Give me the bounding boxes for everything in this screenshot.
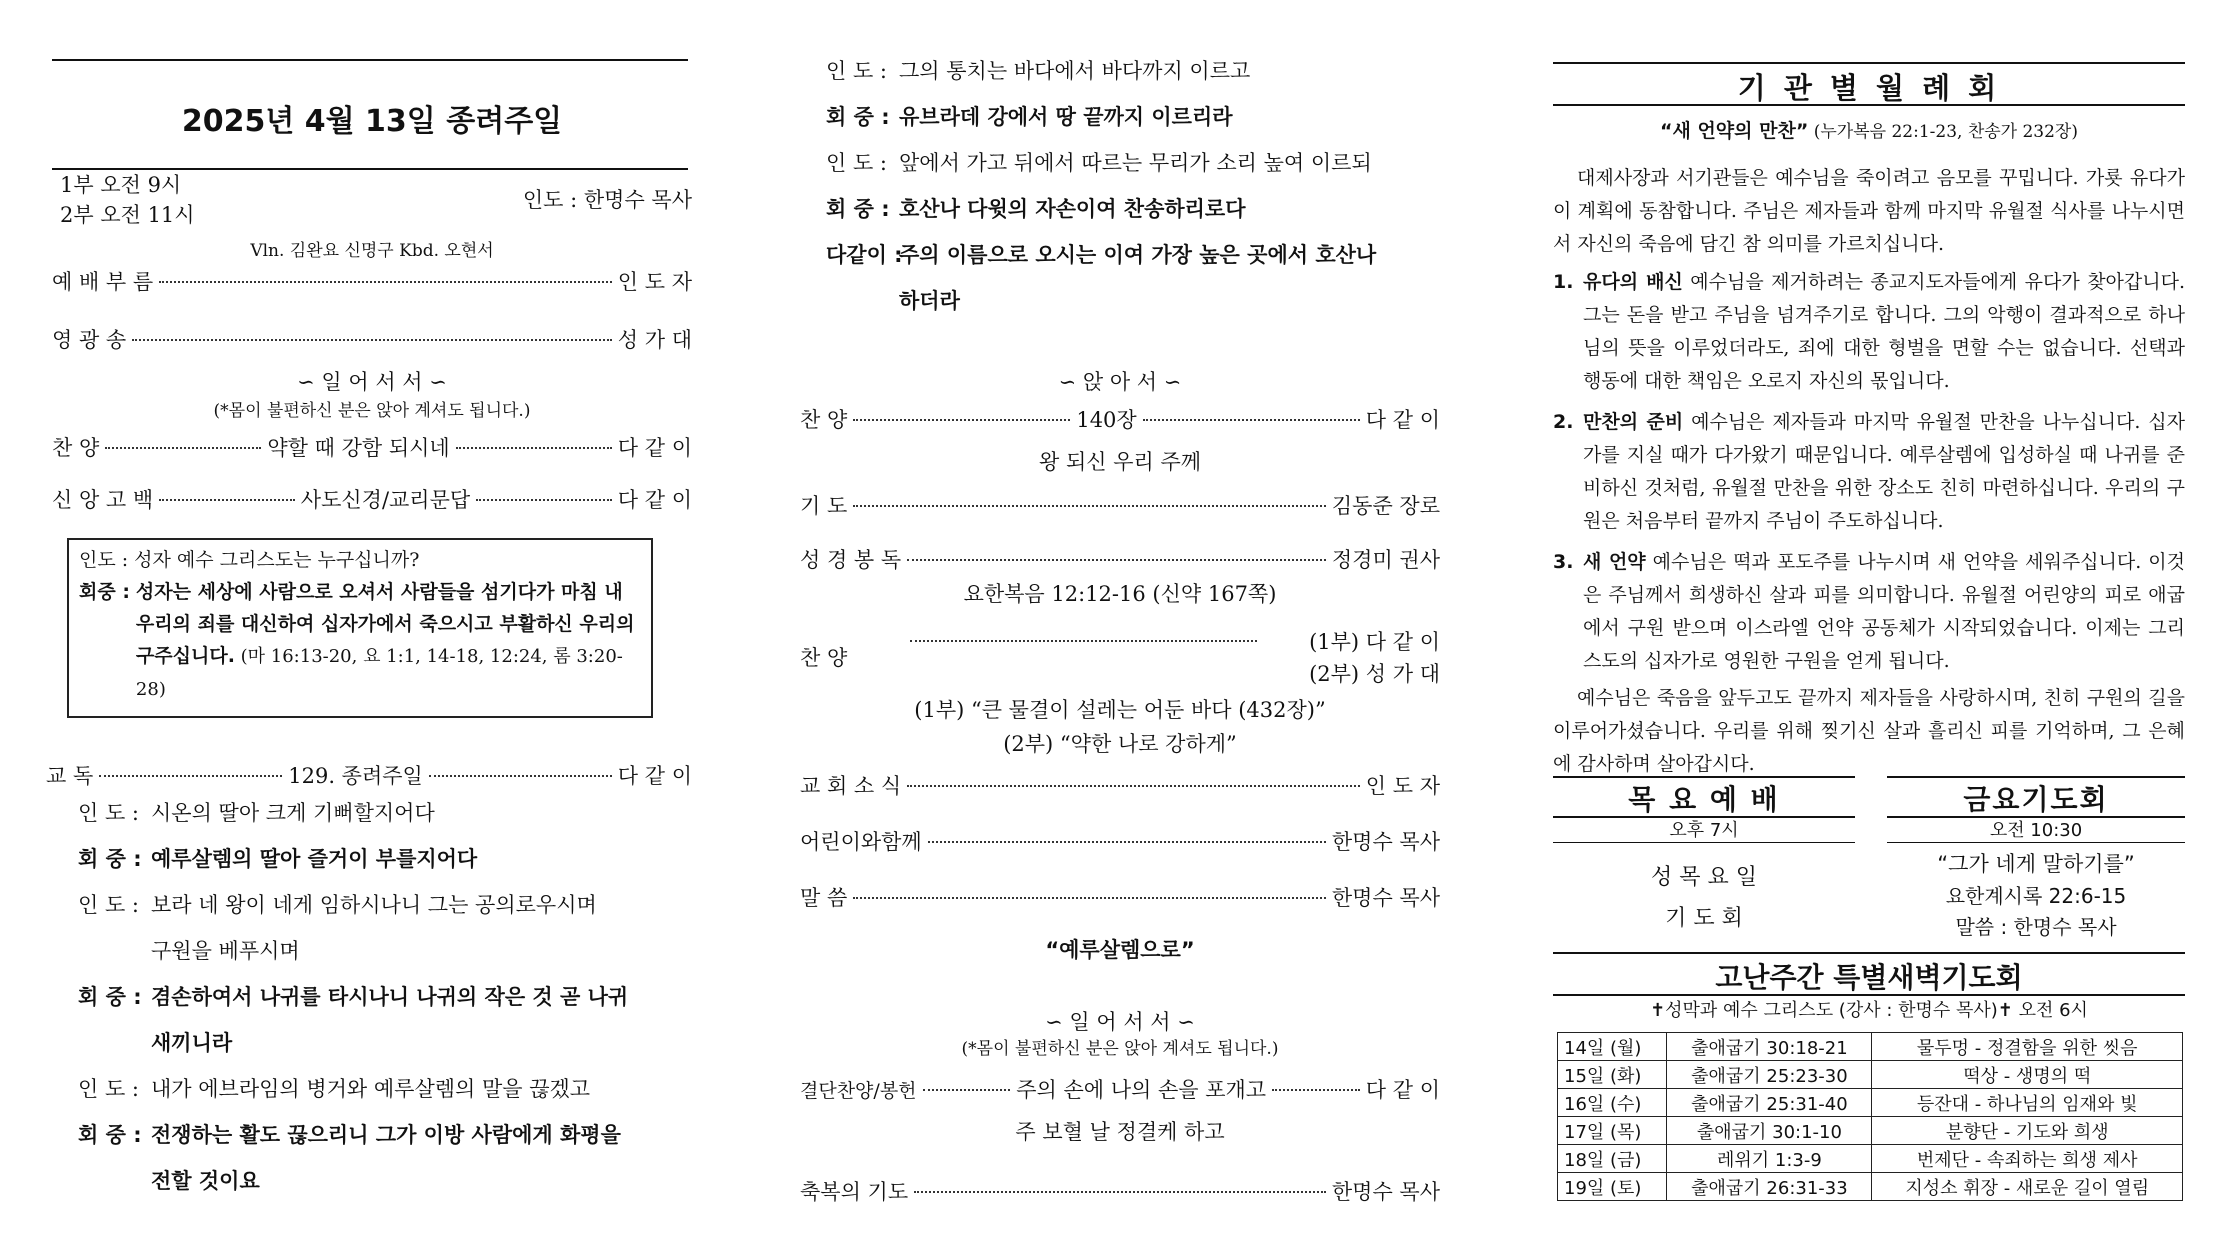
order-responsive-reading bbox=[46, 760, 693, 790]
order-hymn bbox=[52, 432, 692, 462]
table-row bbox=[1558, 1033, 2183, 1061]
leader-dots bbox=[429, 775, 612, 777]
leader-dots bbox=[853, 505, 1326, 507]
anthem-song-2: (2부) “약한 나로 강하게” bbox=[1003, 732, 1237, 756]
stand-note-2: (*몸이 불편하신 분은 앉아 계셔도 됩니다.) bbox=[961, 1039, 1279, 1059]
musicians: Vln. 김완요 신명구 Kbd. 오현서 bbox=[250, 241, 494, 261]
resp-key bbox=[78, 928, 151, 974]
schedule-ref: 출애굽기 30:18-21 bbox=[1667, 1033, 1872, 1061]
order-label: 예 배 부 름 bbox=[52, 270, 154, 294]
order-who: 다 같 이 bbox=[617, 488, 693, 512]
order-creed bbox=[52, 484, 692, 514]
resp-line bbox=[78, 928, 688, 974]
table-row bbox=[1558, 1061, 2183, 1089]
responsive-reading-1 bbox=[78, 790, 688, 1204]
leader-dots bbox=[928, 841, 1326, 843]
order-label: 교 독 bbox=[46, 764, 94, 788]
leader-dots bbox=[159, 281, 612, 283]
order-anthem bbox=[800, 626, 1440, 688]
schedule-topic: 분향단 - 기도와 희생 bbox=[1872, 1117, 2183, 1145]
lesson-title: “새 언약의 만찬” bbox=[1659, 120, 1809, 142]
table-row bbox=[1558, 1145, 2183, 1173]
order-label: 어린이와함께 bbox=[800, 830, 922, 854]
order-label: 교 회 소 식 bbox=[800, 774, 902, 798]
point-head: 새 언약 bbox=[1583, 551, 1646, 573]
service-time-1: 1부 오전 9시 bbox=[60, 173, 182, 197]
resp-text: 호산나 다윗의 자손이여 찬송하리로다 bbox=[899, 197, 1246, 221]
schedule-topic: 물두멍 - 정결함을 위한 씻음 bbox=[1872, 1033, 2183, 1061]
resp-key: 회 중 : bbox=[826, 197, 890, 221]
resp-line bbox=[826, 232, 1436, 278]
order-benediction bbox=[800, 1176, 1440, 1206]
lesson-point bbox=[1553, 406, 2185, 538]
leader-dots bbox=[476, 499, 612, 501]
schedule-day: 14일 (월) bbox=[1558, 1033, 1667, 1061]
catechism-a-body bbox=[136, 576, 641, 706]
schedule-day: 18일 (금) bbox=[1558, 1145, 1667, 1173]
order-label: 기 도 bbox=[800, 494, 848, 518]
thursday-title: 목 요 예 배 bbox=[1628, 783, 1780, 816]
resp-key: 회 중 : bbox=[826, 105, 890, 129]
thursday-mid-rule bbox=[1553, 816, 1855, 818]
resp-text: 구원을 베푸시며 bbox=[151, 939, 300, 963]
catechism-a-key: 회중 : bbox=[79, 581, 130, 603]
schedule-ref: 레위기 1:3-9 bbox=[1667, 1145, 1872, 1173]
order-label: 찬 양 bbox=[800, 646, 848, 670]
order-sermon bbox=[800, 882, 1440, 912]
resp-key: 인 도 : bbox=[826, 151, 887, 175]
anthem-choir-2: (2부) 성 가 대 bbox=[1309, 662, 1440, 686]
anthem-song-1: (1부) “큰 물결이 설레는 어둔 바다 (432장)” bbox=[914, 698, 1326, 722]
service-leader: 인도 : 한명수 목사 bbox=[522, 188, 692, 212]
leader-dots bbox=[907, 785, 1360, 787]
schedule-day: 16일 (수) bbox=[1558, 1089, 1667, 1117]
scripture-ref: 요한복음 12:12-16 (신약 167쪽) bbox=[963, 582, 1277, 606]
resp-key: 인 도 : bbox=[78, 893, 139, 917]
column-left bbox=[46, 0, 693, 1234]
table-row bbox=[1558, 1117, 2183, 1145]
order-commitment bbox=[800, 1074, 1440, 1104]
lesson-point bbox=[1553, 266, 2185, 398]
resp-line bbox=[78, 1066, 688, 1112]
lesson-points bbox=[1553, 266, 2185, 781]
dawn-title: 고난주간 특별새벽기도회 bbox=[1715, 961, 2023, 994]
resp-line bbox=[78, 790, 688, 836]
column-middle bbox=[800, 0, 1440, 1234]
leader-dots bbox=[99, 775, 282, 777]
order-who: 성 가 대 bbox=[617, 328, 692, 352]
leader-dots bbox=[456, 447, 612, 449]
order-item: 약할 때 강함 되시네 bbox=[267, 436, 450, 460]
page-title: 2025년 4월 13일 종려주일 bbox=[181, 104, 563, 139]
catechism-q-text: 성자 예수 그리스도는 누구십니까? bbox=[134, 549, 420, 571]
resp-key: 인 도 : bbox=[826, 59, 887, 83]
resp-key: 다같이 : bbox=[826, 243, 903, 267]
resp-text: 시온의 딸아 크게 기뻐할지어다 bbox=[151, 801, 435, 825]
service-time-2: 2부 오전 11시 bbox=[60, 203, 195, 227]
lesson-intro: 대제사장과 서기관들은 예수님을 죽이려고 음모를 꾸밉니다. 가룟 유다가 이 계획에 동참합니다. 주님은 제자들과 함께 마지막 유월절 식사를 나누시면서 자신의 죽음에 담긴 참 의미를 가르치십니다. bbox=[1553, 167, 2185, 255]
resp-text: 유브라데 강에서 땅 끝까지 이르리라 bbox=[899, 105, 1233, 129]
order-who: 다 같 이 bbox=[617, 764, 693, 788]
catechism-box bbox=[67, 538, 653, 718]
order-gloria bbox=[52, 324, 692, 354]
order-who: 인 도 자 bbox=[1365, 774, 1440, 798]
schedule-topic: 등잔대 - 하나님의 임재와 빛 bbox=[1872, 1089, 2183, 1117]
resp-text: 새끼니라 bbox=[151, 1031, 233, 1055]
monthly-meeting-heading: 기 관 별 월 례 회 bbox=[1737, 71, 2001, 105]
schedule-day: 15일 (화) bbox=[1558, 1061, 1667, 1089]
leader-dots bbox=[105, 447, 261, 449]
schedule-ref: 출애굽기 25:31-40 bbox=[1667, 1089, 1872, 1117]
anthem-choir-1: (1부) 다 같 이 bbox=[1309, 630, 1440, 654]
hymn-title: 왕 되신 우리 주께 bbox=[1038, 450, 1202, 474]
leader-dots bbox=[853, 897, 1326, 899]
order-who: 정경미 권사 bbox=[1331, 548, 1440, 572]
commit-line-2: 주 보혈 날 정결케 하고 bbox=[1015, 1120, 1225, 1144]
order-label: 말 씀 bbox=[800, 886, 848, 910]
resp-key bbox=[78, 1158, 151, 1204]
point-head: 만찬의 준비 bbox=[1583, 411, 1684, 433]
friday-time: 오전 10:30 bbox=[1989, 820, 2083, 841]
resp-line bbox=[78, 1020, 688, 1066]
stand-marker: ∽ 일 어 서 서 ∽ bbox=[297, 370, 447, 394]
order-label: 찬 양 bbox=[52, 436, 100, 460]
sermon-title: “예루살렘으로” bbox=[1045, 938, 1195, 962]
resp-key: 회 중 : bbox=[78, 847, 142, 871]
dawn-subtitle: ✝성막과 예수 그리스도 (강사 : 한명수 목사)✝ 오전 6시 bbox=[1650, 1000, 2088, 1021]
resp-key: 인 도 : bbox=[78, 801, 139, 825]
order-label: 찬 양 bbox=[800, 408, 848, 432]
resp-key: 회 중 : bbox=[78, 985, 142, 1009]
resp-text: 전쟁하는 활도 끊으리니 그가 이방 사람에게 화평을 bbox=[151, 1123, 621, 1147]
order-label: 결단찬양/봉헌 bbox=[800, 1080, 917, 1102]
point-text: 예수님을 제거하려는 종교지도자들에게 유다가 찾아갑니다. 그는 돈을 받고 주님을 넘겨주기로 합니다. 그의 악행이 결과적으로 하나님의 뜻을 이루었더라도, 죄에 대한 형벌을 면할 수는 없습니다. 선택과 행동에 대한 책임은 오로지 자신의 몫입니다. bbox=[1583, 271, 2185, 392]
order-label: 축복의 기도 bbox=[800, 1180, 909, 1204]
order-who: 다 같 이 bbox=[1365, 408, 1440, 432]
order-who: 인 도 자 bbox=[617, 270, 692, 294]
lesson-subtitle bbox=[1553, 116, 2185, 143]
order-call-to-worship bbox=[52, 266, 692, 296]
point-number: 3. bbox=[1553, 551, 1574, 573]
order-prayer bbox=[800, 490, 1440, 520]
resp-line bbox=[78, 974, 688, 1020]
lesson-point bbox=[1553, 546, 2185, 678]
resp-text: 내가 에브라임의 병거와 예루살렘의 말을 끊겠고 bbox=[151, 1077, 591, 1101]
friday-line-2: 요한계시록 22:6-15 bbox=[1945, 884, 2127, 908]
order-who: 한명수 목사 bbox=[1331, 830, 1440, 854]
friday-line-3: 말씀 : 한명수 목사 bbox=[1955, 915, 2117, 939]
thursday-line-1: 성 목 요 일 bbox=[1651, 865, 1757, 890]
point-text: 예수님은 떡과 포도주를 나누시며 새 언약을 세워주십니다. 이것은 주님께서 희생하신 살과 피를 의미합니다. 유월절 어린양의 피로 애굽에서 구원 받으며 이스라엘 언약 공동체가 시작되었습니다. 이제는 그리스도의 십자가로 영원한 구원을 얻게 됩니다. bbox=[1583, 551, 2185, 672]
point-head: 유다의 배신 bbox=[1583, 271, 1683, 293]
friday-prayer bbox=[1887, 776, 2185, 940]
resp-line bbox=[826, 94, 1436, 140]
point-number: 2. bbox=[1553, 411, 1574, 433]
catechism-a-ref: (마 16:13-20, 요 1:1, 14-18, 12:24, 롬 3:20-28) bbox=[135, 646, 623, 700]
order-item: 주의 손에 나의 손을 포개고 bbox=[1016, 1078, 1267, 1102]
leader-dots bbox=[907, 559, 1326, 561]
leader-dots bbox=[159, 499, 295, 501]
thursday-line-2: 기 도 회 bbox=[1665, 906, 1743, 931]
point-body bbox=[1583, 546, 2185, 678]
schedule-ref: 출애굽기 30:1-10 bbox=[1667, 1117, 1872, 1145]
resp-line bbox=[78, 882, 688, 928]
catechism-answer bbox=[79, 576, 641, 706]
resp-text: 예루살렘의 딸아 즐거이 부를지어다 bbox=[151, 847, 478, 871]
dawn-top-rule bbox=[1553, 952, 2185, 954]
dawn-schedule-table bbox=[1557, 1032, 2183, 1201]
order-who: 한명수 목사 bbox=[1331, 1180, 1440, 1204]
table-row bbox=[1558, 1089, 2183, 1117]
resp-line bbox=[826, 186, 1436, 232]
leader-dots bbox=[923, 1089, 1011, 1091]
point-body bbox=[1583, 406, 2185, 538]
resp-text: 하더라 bbox=[899, 289, 960, 313]
friday-time-rule bbox=[1887, 842, 2185, 843]
order-item: 140장 bbox=[1076, 408, 1137, 432]
point-body bbox=[1583, 266, 2185, 398]
resp-line bbox=[826, 278, 1436, 324]
service-times bbox=[60, 170, 195, 230]
leader-dots bbox=[914, 1191, 1326, 1193]
friday-mid-rule bbox=[1887, 816, 2185, 818]
resp-text: 그의 통치는 바다에서 바다까지 이르고 bbox=[899, 59, 1251, 83]
order-who: 다 같 이 bbox=[617, 436, 693, 460]
schedule-ref: 출애굽기 25:23-30 bbox=[1667, 1061, 1872, 1089]
column-right bbox=[1553, 0, 2185, 1234]
resp-text: 주의 이름으로 오시는 이여 가장 높은 곳에서 호산나 bbox=[899, 243, 1377, 267]
order-hymn-2 bbox=[800, 404, 1440, 434]
catechism-a-text: 성자는 세상에 사람으로 오셔서 사람들을 섬기다가 마침 내 우리의 죄를 대신하여 십자가에서 죽으시고 부활하신 우리의 구주십니다. bbox=[135, 581, 635, 667]
order-label: 신 앙 고 백 bbox=[52, 488, 154, 512]
order-children bbox=[800, 826, 1440, 856]
top-rule bbox=[52, 59, 688, 61]
resp-line bbox=[78, 836, 688, 882]
point-text: 예수님은 제자들과 마지막 유월절 만찬을 나누십니다. 십자가를 지실 때가 다가왔기 때문입니다. 예루살렘에 입성하실 때 나귀를 준비하신 것처럼, 유월절 만찬을 위한 장소도 친히 마련하십니다. 우리의 구원은 처음부터 끝까지 주님이 주도하십니다. bbox=[1583, 411, 2185, 532]
catechism-question bbox=[79, 544, 641, 576]
stand-note: (*몸이 불편하신 분은 앉아 계셔도 됩니다.) bbox=[213, 401, 531, 421]
schedule-topic: 지성소 휘장 - 새로운 길이 열림 bbox=[1872, 1173, 2183, 1201]
order-scripture bbox=[800, 544, 1440, 574]
heading-bottom-rule bbox=[1553, 104, 2185, 106]
schedule-day: 17일 (목) bbox=[1558, 1117, 1667, 1145]
point-number: 1. bbox=[1553, 271, 1574, 293]
thursday-time: 오후 7시 bbox=[1669, 820, 1739, 841]
resp-line bbox=[826, 140, 1436, 186]
order-item: 사도신경/교리문답 bbox=[300, 488, 471, 512]
friday-title: 금요기도회 bbox=[1963, 783, 2109, 816]
heading-top-rule bbox=[1553, 62, 2185, 64]
catechism-q-key: 인도 : bbox=[79, 549, 129, 571]
lesson-ref: (누가복음 22:1-23, 찬송가 232장) bbox=[1808, 122, 2078, 142]
order-who: 김동준 장로 bbox=[1331, 494, 1440, 518]
order-label: 영 광 송 bbox=[52, 328, 127, 352]
leader-dots bbox=[910, 640, 1257, 642]
resp-key bbox=[78, 1020, 151, 1066]
resp-key: 회 중 : bbox=[78, 1123, 142, 1147]
leader-dots bbox=[1272, 1089, 1360, 1091]
schedule-day: 19일 (토) bbox=[1558, 1173, 1667, 1201]
thursday-time-rule bbox=[1553, 842, 1855, 843]
resp-line bbox=[826, 48, 1436, 94]
leader-dots bbox=[853, 419, 1070, 421]
friday-line-1: “그가 네게 말하기를” bbox=[1937, 852, 2135, 876]
thursday-service bbox=[1553, 776, 1855, 932]
schedule-ref: 출애굽기 26:31-33 bbox=[1667, 1173, 1872, 1201]
resp-text: 앞에서 가고 뒤에서 따르는 무리가 소리 높여 이르되 bbox=[899, 151, 1372, 175]
stand-marker-2: ∽ 일 어 서 서 ∽ bbox=[1045, 1010, 1195, 1034]
order-who: 다 같 이 bbox=[1365, 1078, 1441, 1102]
resp-key bbox=[826, 278, 899, 324]
resp-line bbox=[78, 1112, 688, 1158]
schedule-topic: 떡상 - 생명의 떡 bbox=[1872, 1061, 2183, 1089]
resp-key: 인 도 : bbox=[78, 1077, 139, 1101]
responsive-reading-2 bbox=[826, 48, 1436, 324]
order-item: 129. 종려주일 bbox=[288, 764, 423, 788]
order-who: 한명수 목사 bbox=[1331, 886, 1440, 910]
leader-dots bbox=[1143, 419, 1360, 421]
sit-marker: ∽ 앉 아 서 ∽ bbox=[1058, 370, 1182, 394]
order-announcements bbox=[800, 770, 1440, 800]
resp-text: 보라 네 왕이 네게 임하시나니 그는 공의로우시며 bbox=[151, 893, 597, 917]
lesson-closing: 예수님은 죽음을 앞두고도 끝까지 제자들을 사랑하시며, 친히 구원의 길을 이루어가셨습니다. 우리를 위해 찢기신 살과 흘리신 피를 기억하며, 그 은혜에 감사하며 살아갑시다. bbox=[1553, 687, 2185, 775]
order-label: 성 경 봉 독 bbox=[800, 548, 902, 572]
table-row bbox=[1558, 1173, 2183, 1201]
resp-text: 겸손하여서 나귀를 타시나니 나귀의 작은 것 곧 나귀 bbox=[151, 985, 629, 1009]
schedule-topic: 번제단 - 속죄하는 희생 제사 bbox=[1872, 1145, 2183, 1173]
resp-text: 전할 것이요 bbox=[151, 1169, 260, 1193]
resp-line bbox=[78, 1158, 688, 1204]
leader-dots bbox=[132, 339, 612, 341]
